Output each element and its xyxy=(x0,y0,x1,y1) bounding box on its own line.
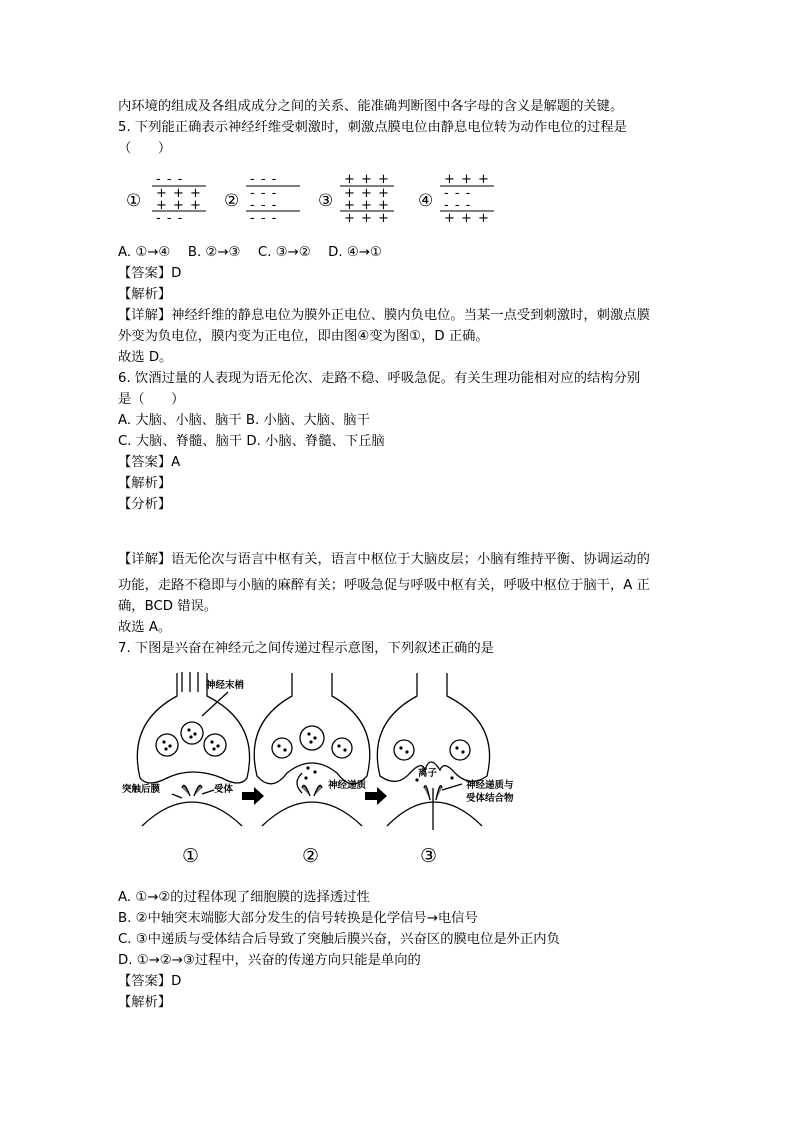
question-6-options: A. 大脑、小脑、脑干 B. 小脑、大脑、脑干 xyxy=(118,413,370,428)
question-7-option-c: C. ③中递质与受体结合后导致了突触后膜兴奋，兴奋区的膜电位是外正内负 xyxy=(118,932,560,947)
membrane-row: + + + xyxy=(344,211,390,226)
panel-label: ② xyxy=(302,845,320,867)
label-receptor: 受体 xyxy=(214,784,234,795)
membrane-row: - - - xyxy=(156,172,184,187)
question-6-stem: 是（ ） xyxy=(118,392,185,407)
diagram-label: ① xyxy=(126,191,142,211)
text-line: 内环境的组成及各组成成分之间的关系、能准确判断图中各字母的含义是解题的关键。 xyxy=(118,99,624,114)
analysis-label: 【解析】 xyxy=(118,287,172,302)
membrane-row: - - - xyxy=(250,186,278,201)
diagram-label: ② xyxy=(224,191,240,211)
analysis-label: 【解析】 xyxy=(118,476,172,491)
conclusion-line: 故选 A。 xyxy=(118,620,172,635)
question-7-option-b: B. ②中轴突末端膨大部分发生的信号转换是化学信号→电信号 xyxy=(118,911,478,926)
question-5-bracket: （ ） xyxy=(118,141,172,156)
membrane-row: + + + xyxy=(444,172,490,187)
membrane-potential-figure xyxy=(118,168,518,228)
answer-label: 【答案】D xyxy=(118,266,182,281)
conclusion-line: 故选 D。 xyxy=(118,350,173,365)
membrane-row: + + + xyxy=(156,198,202,213)
label-complex: 受体结合物 xyxy=(466,793,514,804)
membrane-diagram-2 xyxy=(224,172,300,226)
membrane-row: - - - xyxy=(250,198,278,213)
membrane-row: + + + xyxy=(344,186,390,201)
membrane-row: + + + xyxy=(156,186,202,201)
membrane-row: - - - xyxy=(250,211,278,226)
question-6-stem: 6. 饮酒过量的人表现为语无伦次、走路不稳、呼吸急促。有关生理功能相对应的结构分别 xyxy=(118,371,641,386)
membrane-diagram-4 xyxy=(418,172,494,226)
membrane-diagram-1 xyxy=(126,172,206,226)
membrane-row: + + + xyxy=(344,198,390,213)
panel-label: ① xyxy=(182,845,200,867)
label-postsynaptic-membrane: 突触后膜 xyxy=(122,784,161,795)
synapse-panel-3 xyxy=(377,673,489,830)
question-5-options: A. ①→④ B. ②→③ C. ③→② D. ④→① xyxy=(118,245,382,260)
label-ion: 离子 xyxy=(418,768,438,779)
analysis-label: 【分析】 xyxy=(118,497,172,512)
question-7-option-d: D. ①→②→③过程中，兴奋的传递方向只能是单向的 xyxy=(118,953,421,968)
diagram-label: ④ xyxy=(418,191,434,211)
membrane-diagram-3 xyxy=(318,172,394,226)
process-arrow xyxy=(242,787,264,805)
diagram-label: ③ xyxy=(318,191,334,211)
synapse-panel-2 xyxy=(254,673,370,826)
question-6-options: C. 大脑、脊髓、脑干 D. 小脑、脊髓、下丘脑 xyxy=(118,434,385,449)
label-complex: 神经递质与 xyxy=(466,780,514,791)
membrane-row: - - - xyxy=(444,186,472,201)
membrane-row: + + + xyxy=(444,211,490,226)
question-5-stem: 5. 下列能正确表示神经纤维受刺激时，刺激点膜电位由静息电位转为动作电位的过程是 xyxy=(118,120,627,135)
synapse-figure xyxy=(122,668,542,868)
membrane-row: - - - xyxy=(250,172,278,187)
explanation-line: 功能，走路不稳即与小脑的麻醉有关；呼吸急促与呼吸中枢有关，呼吸中枢位于脑干，A 正 xyxy=(118,578,650,593)
answer-label: 【答案】A xyxy=(118,455,181,470)
question-7-stem: 7. 下图是兴奋在神经元之间传递过程示意图，下列叙述正确的是 xyxy=(118,641,494,656)
explanation-line: 【详解】语无伦次与语言中枢有关，语言中枢位于大脑皮层；小脑有维持平衡、协调运动的 xyxy=(118,552,650,567)
explanation-line: 确，BCD 错误。 xyxy=(118,599,218,614)
membrane-row: - - - xyxy=(444,198,472,213)
panel-label: ③ xyxy=(420,845,438,867)
membrane-row: + + + xyxy=(344,172,390,187)
explanation-line: 【详解】神经纤维的静息电位为膜外正电位、膜内负电位。当某一点受到刺激时，刺激点膜 xyxy=(118,308,650,323)
label-neurotransmitter: 神经递质 xyxy=(328,780,367,791)
synapse-panel-1 xyxy=(137,672,249,826)
explanation-line: 外变为负电位，膜内变为正电位，即由图④变为图①，D 正确。 xyxy=(118,329,489,344)
analysis-label: 【解析】 xyxy=(118,995,172,1010)
answer-label: 【答案】D xyxy=(118,974,182,989)
membrane-row: - - - xyxy=(156,211,184,226)
question-7-option-a: A. ①→②的过程体现了细胞膜的选择透过性 xyxy=(118,890,370,905)
process-arrow xyxy=(365,787,387,805)
label-nerve-ending: 神经末梢 xyxy=(206,680,245,691)
